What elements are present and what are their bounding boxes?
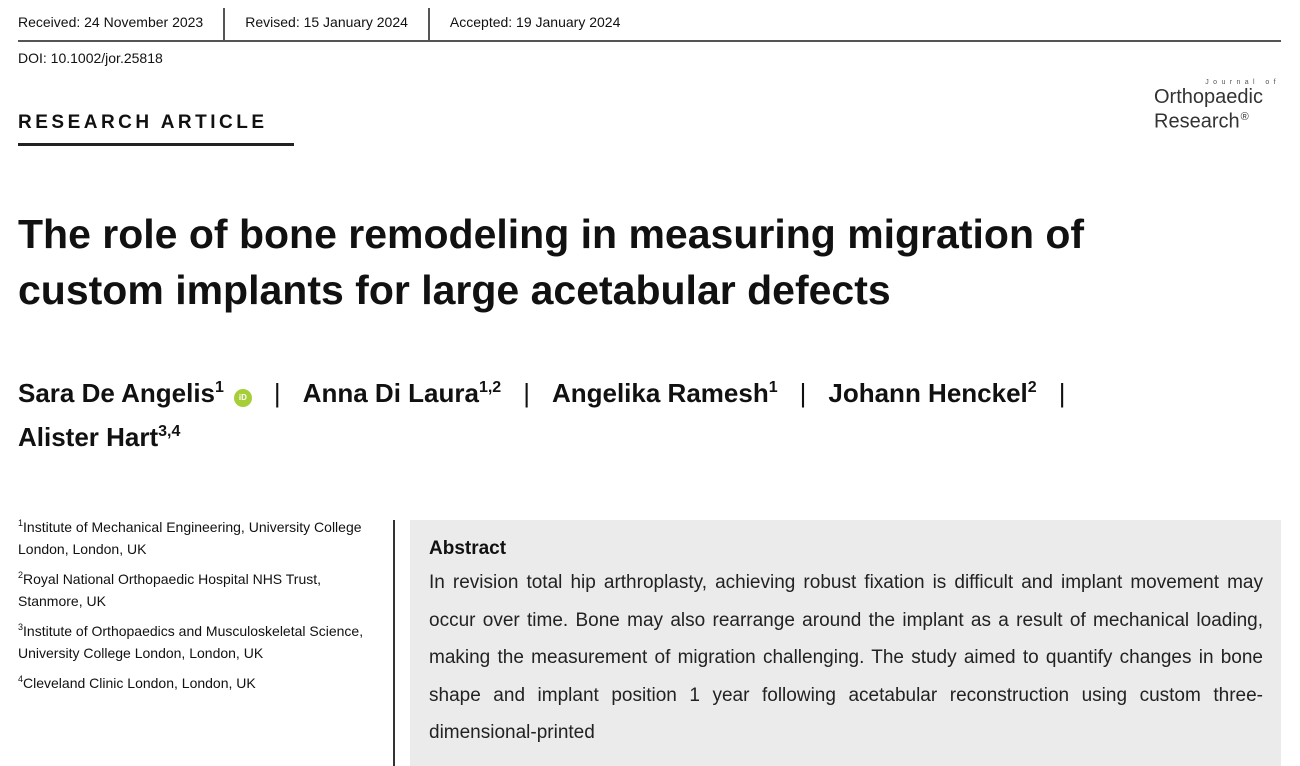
- affiliation-sup: 2: [18, 570, 24, 580]
- orcid-icon[interactable]: iD: [234, 389, 252, 407]
- doi[interactable]: DOI: 10.1002/jor.25818: [18, 50, 163, 66]
- journal-logo[interactable]: [1154, 78, 1282, 132]
- author-name: Sara De Angelis: [18, 378, 216, 408]
- author-separator: |: [523, 378, 530, 408]
- abstract-box: [410, 520, 1281, 766]
- author-affil-sup: 3,4: [158, 423, 181, 440]
- author-affil-sup: 1: [215, 379, 224, 396]
- journal-logo-line1: Orthopaedic: [1154, 86, 1263, 108]
- author-affil-sup: 2: [1027, 379, 1037, 396]
- affiliation-sup: 1: [18, 518, 24, 528]
- column-divider: [393, 520, 395, 766]
- article-title: The role of bone remodeling in measuring migration of custom implants for large acetabular defects: [18, 211, 1085, 313]
- affiliation-text: Royal National Orthopaedic Hospital NHS Trust, Stanmore, UK: [18, 571, 322, 609]
- affiliation-text: Cleveland Clinic London, London, UK: [23, 675, 256, 691]
- affiliation-3: [18, 620, 368, 664]
- journal-logo-line2: Research: [1154, 110, 1240, 133]
- author-3[interactable]: [552, 378, 778, 408]
- author-separator: |: [799, 378, 807, 408]
- dates-row: [18, 8, 1281, 42]
- abstract-text: In revision total hip arthroplasty, achieving robust fixation is difficult and implant movement may occur over time. Bone may also rearrange around the implant as a result of mechanical loading, making the measurement of migration challenging. The study aimed to quantify changes in bone shape and implant position 1 year following acetabular reconstruction using custom three-dimensional-printed: [429, 572, 1263, 743]
- author-affil-sup: 1: [768, 379, 778, 396]
- abstract-heading: Abstract: [429, 538, 507, 559]
- author-name: Johann Henckel: [828, 378, 1028, 408]
- accepted-date: Accepted: 19 January 2024: [449, 14, 621, 30]
- affiliation-1: [18, 516, 368, 560]
- revised-date: Revised: 15 January 2024: [225, 8, 430, 40]
- affiliations: [18, 516, 368, 702]
- author-name: Angelika Ramesh: [551, 378, 769, 408]
- author-name: Alister Hart: [18, 422, 159, 452]
- journal-logo-line2-wrap: [1154, 107, 1282, 132]
- affiliation-text: Institute of Mechanical Engineering, University College London, London, UK: [18, 519, 362, 557]
- article-type-label: RESEARCH ARTICLE: [18, 112, 268, 133]
- author-4[interactable]: [828, 378, 1036, 408]
- received-date: Received: 24 November 2023: [18, 8, 225, 40]
- author-affil-sup: 1,2: [478, 379, 502, 396]
- affiliation-text: Institute of Orthopaedics and Musculoskeletal Science, University College London, London, UK: [18, 623, 364, 661]
- affiliation-sup: 4: [18, 674, 24, 684]
- affiliation-4: [18, 672, 368, 694]
- author-separator: |: [1058, 378, 1066, 408]
- author-name: Anna Di Laura: [302, 378, 479, 408]
- article-type-underline: [18, 143, 294, 146]
- author-list: [18, 371, 1280, 459]
- affiliation-sup: 3: [18, 622, 24, 632]
- author-1[interactable]: [18, 378, 252, 408]
- registered-mark: ®: [1240, 111, 1249, 123]
- journal-logo-small-text: Journal of: [1205, 79, 1280, 86]
- author-separator: |: [273, 378, 281, 408]
- author-5[interactable]: [18, 422, 180, 452]
- author-2[interactable]: [303, 378, 502, 408]
- affiliation-2: [18, 568, 368, 612]
